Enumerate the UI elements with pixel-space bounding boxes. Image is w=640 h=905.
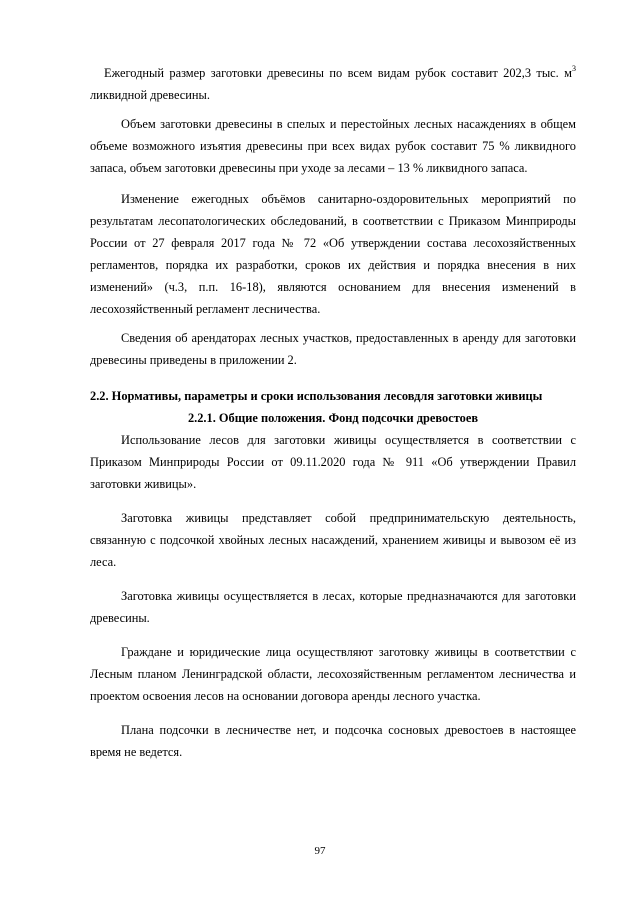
paragraph-tapping-plan: Плана подсочки в лесничестве нет, и подсочка сосновых древостоев в настоящее время не ведется.: [90, 723, 576, 759]
paragraph-lessees: Сведения об арендаторах лесных участков, предоставленных в аренду для заготовки древесины приведены в приложении 2.: [90, 331, 576, 367]
paragraph-resin-business: Заготовка живицы представляет собой предпринимательскую деятельность, связанную с подсочкой хвойных лесных насаждений, хранением живицы и вывозом её из леса.: [90, 511, 576, 569]
cubic-superscript: 3: [572, 64, 576, 73]
paragraph-harvest-volume: Объем заготовки древесины в спелых и перестойных лесных насаждениях в общем объеме возможного изъятия древесины при всех видах рубок составит 75 % ликвидного запаса, объем заготовки древесины при уходе за лесами – 13 % ликвидного запаса.: [90, 117, 576, 175]
subsection-heading: 2.2.1. Общие положения. Фонд подсочки древостоев: [187, 411, 479, 425]
paragraph-annual-harvest-text: Ежегодный размер заготовки древесины по всем видам рубок составит 202,3 тыс. м: [104, 66, 572, 80]
paragraph-resin-citizens: Граждане и юридические лица осуществляют заготовку живицы в соответствии с Лесным планом Ленинградской области, лесохозяйственным регламентом лесничества и проектом освоения лесов на основании договора аренды лесного участка.: [90, 645, 576, 703]
section-heading: 2.2. Нормативы, параметры и сроки использования лесовдля заготовки живицы: [90, 389, 543, 403]
page-content: [90, 62, 576, 763]
paragraph-sanitary-measures: Изменение ежегодных объёмов санитарно-оздоровительных мероприятий по результатам лесопатологических обследований, в соответствии с Приказом Минприроды России от 27 февраля 2017 года № 72 «Об утверждении состава лесохозяйственных регламентов, порядка их разработки, сроков их действия и порядка внесения в них изменений» (ч.3, п.п. 16-18), являются основанием для внесения изменений в лесохозяйственный регламент лесничества.: [90, 192, 576, 316]
page-number: 97: [314, 845, 326, 857]
paragraph-resin-forests: Заготовка живицы осуществляется в лесах, которые предназначаются для заготовки древесины.: [90, 589, 576, 625]
paragraph-annual-harvest-tail: ликвидной древесины.: [90, 88, 210, 102]
paragraph-resin-usage: Использование лесов для заготовки живицы осуществляется в соответствии с Приказом Минприроды России от 09.11.2020 года № 911 «Об утверждении Правил заготовки живицы».: [90, 433, 576, 491]
paragraph-annual-harvest: [90, 62, 576, 106]
